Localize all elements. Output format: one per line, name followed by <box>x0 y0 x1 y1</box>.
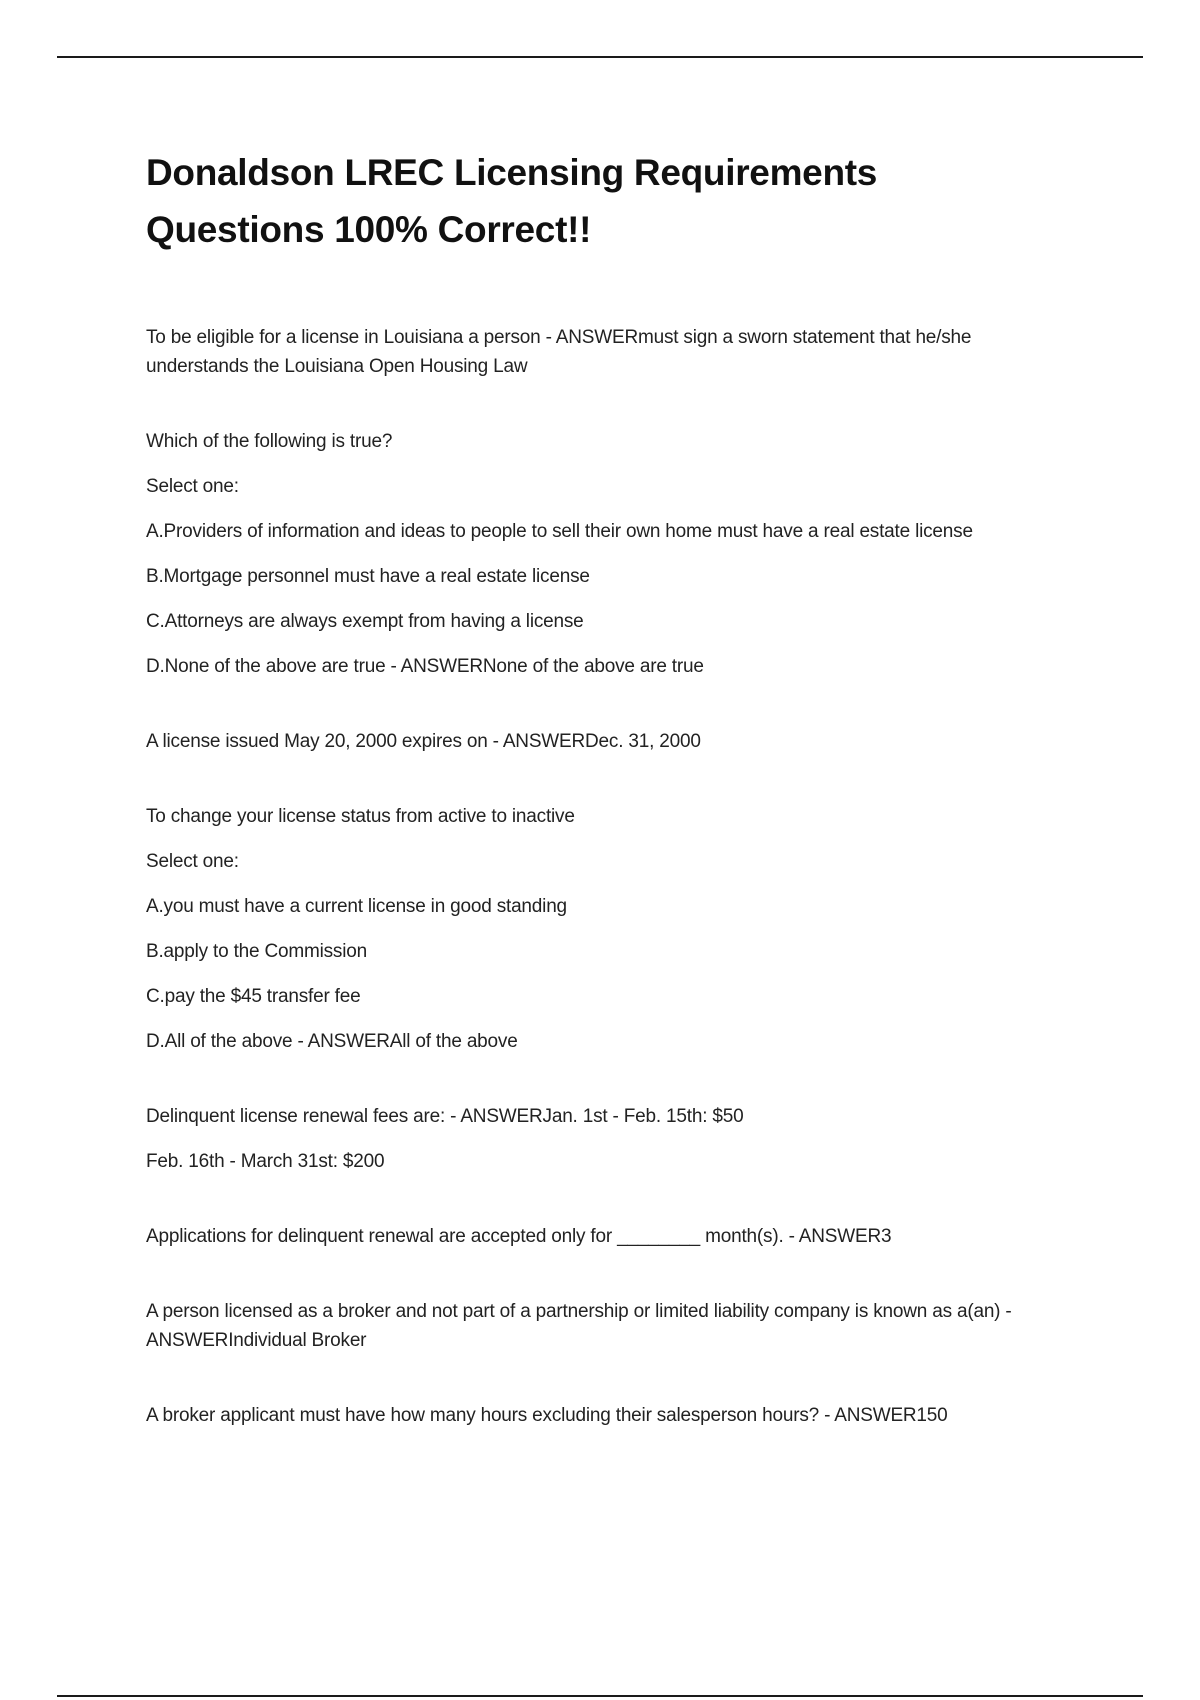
option-c: C.Attorneys are always exempt from having a license <box>146 611 584 632</box>
title-line-1: Donaldson LREC Licensing Requirements <box>146 152 878 193</box>
option-d-with-answer: D.None of the above are true - ANSWERNone of the above are true <box>146 656 704 677</box>
option-d-with-answer: D.All of the above - ANSWERAll of the above <box>146 1031 518 1052</box>
bottom-divider <box>57 1695 1143 1697</box>
question-list <box>146 323 1076 1430</box>
question-block-1 <box>146 323 1076 381</box>
question-block-4 <box>146 802 1076 1056</box>
top-divider <box>57 56 1143 58</box>
question-text: A person licensed as a broker and not part of a partnership or limited liability company is known as a(an) - ANSWERIndividual Broker <box>146 1301 1012 1351</box>
question-text: To be eligible for a license in Louisiana a person - ANSWERmust sign a sworn statement that he/she understands the Louisiana Open Housing Law <box>146 327 972 377</box>
question-text: Applications for delinquent renewal are accepted only for ________ month(s). - ANSWER3 <box>146 1226 892 1247</box>
document-title <box>146 144 1076 258</box>
question-block-7 <box>146 1297 1076 1355</box>
option-b: B.Mortgage personnel must have a real estate license <box>146 566 590 587</box>
question-text: A broker applicant must have how many hours excluding their salesperson hours? - ANSWER150 <box>146 1405 948 1426</box>
question-block-6 <box>146 1222 1076 1251</box>
title-line-2: Questions 100% Correct!! <box>146 209 592 250</box>
question-text: Delinquent license renewal fees are: - ANSWERJan. 1st - Feb. 15th: $50 <box>146 1106 744 1127</box>
document-body <box>146 144 1076 1476</box>
question-block-5 <box>146 1102 1076 1176</box>
option-b: B.apply to the Commission <box>146 941 367 962</box>
question-text: A license issued May 20, 2000 expires on - ANSWERDec. 31, 2000 <box>146 731 701 752</box>
question-text: Which of the following is true? <box>146 431 393 452</box>
answer-continuation: Feb. 16th - March 31st: $200 <box>146 1151 385 1172</box>
option-a: A.you must have a current license in good standing <box>146 896 567 917</box>
question-block-2 <box>146 427 1076 681</box>
option-a: A.Providers of information and ideas to people to sell their own home must have a real estate license <box>146 521 973 542</box>
question-block-8 <box>146 1401 1076 1430</box>
option-c: C.pay the $45 transfer fee <box>146 986 361 1007</box>
select-instruction: Select one: <box>146 476 239 497</box>
select-instruction: Select one: <box>146 851 239 872</box>
question-text: To change your license status from active to inactive <box>146 806 575 827</box>
question-block-3 <box>146 727 1076 756</box>
